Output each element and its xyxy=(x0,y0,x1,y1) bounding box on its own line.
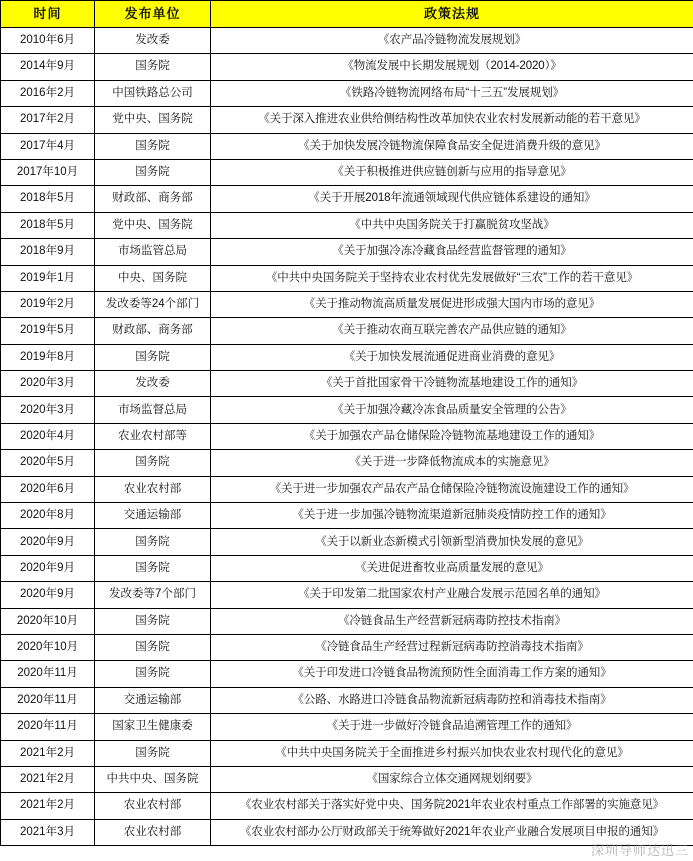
table-row xyxy=(1,450,693,476)
cell-time: 2014年9月 xyxy=(1,54,95,80)
table-row xyxy=(1,371,693,397)
cell-organization: 农业农村部 xyxy=(95,793,211,819)
cell-time: 2020年6月 xyxy=(1,476,95,502)
table-row xyxy=(1,634,693,660)
cell-organization: 国务院 xyxy=(95,54,211,80)
cell-organization: 中共中央、国务院 xyxy=(95,766,211,792)
table-row xyxy=(1,555,693,581)
cell-time: 2021年2月 xyxy=(1,766,95,792)
cell-organization: 交通运输部 xyxy=(95,503,211,529)
cell-policy: 《关于加强冷冻冷藏食品经营监督管理的通知》 xyxy=(211,239,693,265)
cell-time: 2019年5月 xyxy=(1,318,95,344)
cell-time: 2018年5月 xyxy=(1,186,95,212)
cell-policy: 《关于推动农商互联完善农产品供应链的通知》 xyxy=(211,318,693,344)
cell-policy: 《铁路冷链物流网络布局“十三五”发展规划》 xyxy=(211,80,693,106)
cell-organization: 农业农村部等 xyxy=(95,423,211,449)
table-row xyxy=(1,397,693,423)
cell-policy: 《关于进一步加强冷链物流渠道新冠肺炎疫情防控工作的通知》 xyxy=(211,503,693,529)
cell-organization: 国务院 xyxy=(95,661,211,687)
cell-organization: 中国铁路总公司 xyxy=(95,80,211,106)
cell-organization: 中央、国务院 xyxy=(95,265,211,291)
cell-time: 2019年1月 xyxy=(1,265,95,291)
cell-time: 2020年10月 xyxy=(1,634,95,660)
cell-policy: 《关于开展2018年流通领域现代供应链体系建设的通知》 xyxy=(211,186,693,212)
cell-policy: 《农业农村部关于落实好党中央、国务院2021年农业农村重点工作部署的实施意见》 xyxy=(211,793,693,819)
cell-time: 2020年3月 xyxy=(1,371,95,397)
cell-policy: 《冷链食品生产经营新冠病毒防控技术指南》 xyxy=(211,608,693,634)
cell-time: 2019年8月 xyxy=(1,344,95,370)
cell-organization: 市场监管总局 xyxy=(95,239,211,265)
column-header-time: 时间 xyxy=(1,1,95,28)
table-row xyxy=(1,766,693,792)
cell-organization: 国务院 xyxy=(95,608,211,634)
cell-policy: 《关于加强农产品仓储保险冷链物流基地建设工作的通知》 xyxy=(211,423,693,449)
table-row xyxy=(1,186,693,212)
cell-policy: 《关进促进畜牧业高质量发展的意见》 xyxy=(211,555,693,581)
cell-policy: 《关于进一步降低物流成本的实施意见》 xyxy=(211,450,693,476)
table-row xyxy=(1,740,693,766)
table-header-row xyxy=(1,1,693,28)
cell-policy: 《公路、水路进口冷链食品物流新冠病毒防控和消毒技术指南》 xyxy=(211,687,693,713)
table-row xyxy=(1,239,693,265)
cell-policy: 《关于首批国家骨干冷链物流基地建设工作的通知》 xyxy=(211,371,693,397)
table-row xyxy=(1,318,693,344)
table-row xyxy=(1,661,693,687)
table-row xyxy=(1,265,693,291)
cell-time: 2021年2月 xyxy=(1,740,95,766)
cell-organization: 国务院 xyxy=(95,555,211,581)
table-row xyxy=(1,476,693,502)
cell-organization: 市场监督总局 xyxy=(95,397,211,423)
watermark-text: 深圳导师达迅三 xyxy=(590,843,689,858)
table-row xyxy=(1,54,693,80)
table-row xyxy=(1,529,693,555)
cell-time: 2021年2月 xyxy=(1,793,95,819)
cell-organization: 财政部、商务部 xyxy=(95,318,211,344)
table-row xyxy=(1,819,693,845)
cell-policy: 《冷链食品生产经营过程新冠病毒防控消毒技术指南》 xyxy=(211,634,693,660)
cell-policy: 《农产品冷链物流发展规划》 xyxy=(211,28,693,54)
column-header-organization: 发布单位 xyxy=(95,1,211,28)
cell-organization: 发改委等24个部门 xyxy=(95,291,211,317)
cell-time: 2020年11月 xyxy=(1,714,95,740)
cell-time: 2017年10月 xyxy=(1,159,95,185)
cell-organization: 发改委 xyxy=(95,371,211,397)
table-body xyxy=(1,28,693,846)
cell-policy: 《关于加强冷藏冷冻食品质量安全管理的公告》 xyxy=(211,397,693,423)
cell-policy: 《物流发展中长期发展规划（2014-2020）》 xyxy=(211,54,693,80)
cell-time: 2020年8月 xyxy=(1,503,95,529)
cell-time: 2020年9月 xyxy=(1,555,95,581)
cell-policy: 《关于深入推进农业供给侧结构性改革加快农业农村发展新动能的若干意见》 xyxy=(211,107,693,133)
cell-time: 2020年11月 xyxy=(1,661,95,687)
table-row xyxy=(1,159,693,185)
cell-organization: 国务院 xyxy=(95,740,211,766)
cell-time: 2020年10月 xyxy=(1,608,95,634)
table-row xyxy=(1,80,693,106)
cell-organization: 发改委等7个部门 xyxy=(95,582,211,608)
table-row xyxy=(1,687,693,713)
table-row xyxy=(1,133,693,159)
cell-organization: 交通运输部 xyxy=(95,687,211,713)
cell-time: 2018年5月 xyxy=(1,212,95,238)
cell-organization: 国务院 xyxy=(95,634,211,660)
cell-policy: 《关于积极推进供应链创新与应用的指导意见》 xyxy=(211,159,693,185)
table-row xyxy=(1,212,693,238)
table-row xyxy=(1,423,693,449)
table-row xyxy=(1,344,693,370)
cell-time: 2020年9月 xyxy=(1,529,95,555)
cell-policy: 《关于印发进口冷链食品物流预防性全面消毒工作方案的通知》 xyxy=(211,661,693,687)
cell-time: 2020年11月 xyxy=(1,687,95,713)
cell-time: 2017年4月 xyxy=(1,133,95,159)
cell-organization: 党中央、国务院 xyxy=(95,212,211,238)
cell-time: 2019年2月 xyxy=(1,291,95,317)
table-row xyxy=(1,28,693,54)
table-row xyxy=(1,793,693,819)
cell-organization: 国家卫生健康委 xyxy=(95,714,211,740)
cell-organization: 农业农村部 xyxy=(95,476,211,502)
cell-time: 2020年5月 xyxy=(1,450,95,476)
cell-organization: 国务院 xyxy=(95,159,211,185)
cell-policy: 《关于以新业态新模式引领新型消费加快发展的意见》 xyxy=(211,529,693,555)
cell-time: 2021年3月 xyxy=(1,819,95,845)
table-header xyxy=(1,1,693,28)
table-row xyxy=(1,714,693,740)
cell-organization: 国务院 xyxy=(95,133,211,159)
table-row xyxy=(1,107,693,133)
cell-policy: 《关于进一步加强农产品农产品仓储保险冷链物流设施建设工作的通知》 xyxy=(211,476,693,502)
cell-organization: 发改委 xyxy=(95,28,211,54)
table-row xyxy=(1,291,693,317)
cell-organization: 党中央、国务院 xyxy=(95,107,211,133)
cell-organization: 财政部、商务部 xyxy=(95,186,211,212)
column-header-policy: 政策法规 xyxy=(211,1,693,28)
cell-policy: 《关于加快发展冷链物流保障食品安全促进消费升级的意见》 xyxy=(211,133,693,159)
cell-policy: 《中共中央国务院关于全面推进乡村振兴加快农业农村现代化的意见》 xyxy=(211,740,693,766)
cell-policy: 《国家综合立体交通网规划纲要》 xyxy=(211,766,693,792)
cell-organization: 农业农村部 xyxy=(95,819,211,845)
cell-policy: 《关于推动物流高质量发展促进形成强大国内市场的意见》 xyxy=(211,291,693,317)
cell-time: 2020年4月 xyxy=(1,423,95,449)
cell-policy: 《中共中央国务院关于打赢脱贫攻坚战》 xyxy=(211,212,693,238)
cell-policy: 《关于加快发展流通促进商业消费的意见》 xyxy=(211,344,693,370)
cell-time: 2018年9月 xyxy=(1,239,95,265)
cell-organization: 国务院 xyxy=(95,344,211,370)
cell-policy: 《农业农村部办公厅财政部关于统筹做好2021年农业产业融合发展项目申报的通知》 xyxy=(211,819,693,845)
cell-policy: 《中共中央国务院关于坚持农业农村优先发展做好“三农”工作的若干意见》 xyxy=(211,265,693,291)
cell-organization: 国务院 xyxy=(95,450,211,476)
cell-time: 2016年2月 xyxy=(1,80,95,106)
table-row xyxy=(1,582,693,608)
cell-time: 2017年2月 xyxy=(1,107,95,133)
cell-policy: 《关于印发第二批国家农村产业融合发展示范园名单的通知》 xyxy=(211,582,693,608)
table-row xyxy=(1,503,693,529)
cell-organization: 国务院 xyxy=(95,529,211,555)
cell-time: 2010年6月 xyxy=(1,28,95,54)
cell-time: 2020年9月 xyxy=(1,582,95,608)
table-row xyxy=(1,608,693,634)
cell-time: 2020年3月 xyxy=(1,397,95,423)
cell-policy: 《关于进一步做好冷链食品追溯管理工作的通知》 xyxy=(211,714,693,740)
